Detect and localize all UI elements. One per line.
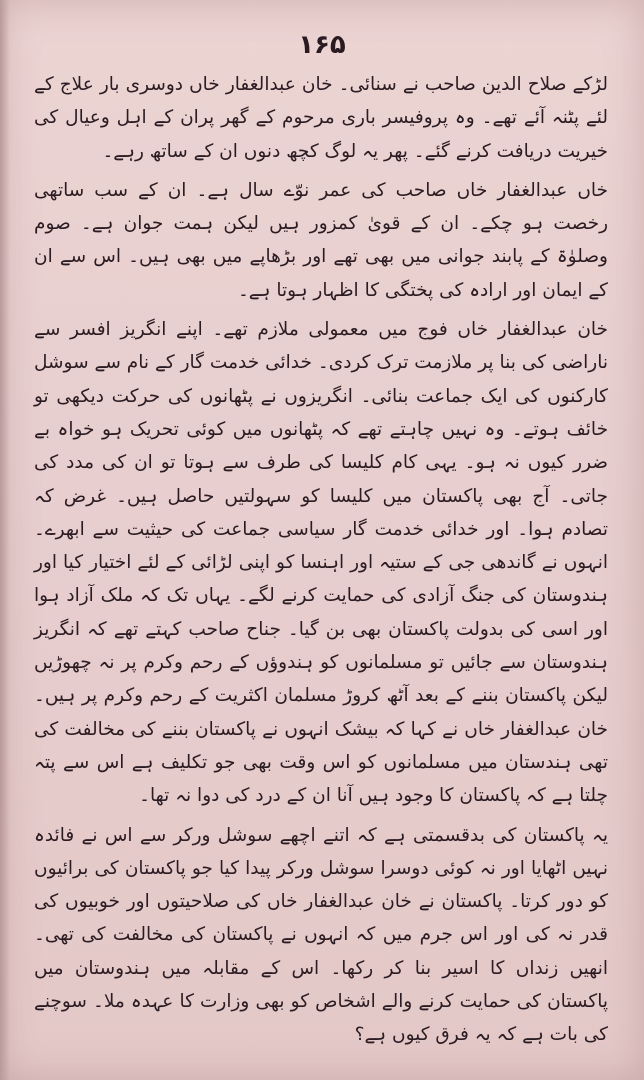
paragraph-salahuddin: لڑکے صلاح الدین صاحب نے سنائی۔ خان عبدالغفار خاں دوسری بار علاج کے لئے پٹنہ آئے تھے۔ وہ پروفیسر باری مرحوم کے گھر پران کے اہل وعیال کی خیریت دریافت کرنے گئے۔ پھر یہ لوگ کچھ دنوں ان کے ساتھ رہے۔	[34, 74, 608, 162]
page-body-text	[34, 68, 608, 1058]
paragraph-khudai-khidmatgar: خان عبدالغفار خاں فوج میں معمولی ملازم تھے۔ اپنے انگریز افسر سے ناراضی کی بنا پر ملازمت ترک کردی۔ خدائی خدمت گار کے نام سے سوشل کارکنوں کی ایک جماعت بنائی۔ انگریزوں نے پٹھانوں کی حرکت دیکھی تو خائف ہوتے۔ وہ نہیں چاہتے تھے کہ پٹھانوں میں کوئی تحریک ہو خواہ بے ضرر کیوں نہ ہو۔ یہی کام کلیسا کی طرف سے ہوتا تو ان کی مدد کی جاتی۔ آج بھی پاکستان میں کلیسا کو سہولتیں حاصل ہیں۔ غرض کہ تصادم ہوا۔ اور خدائی خدمت گار سیاسی جماعت کی حیثیت سے ابھرے۔ انہوں نے گاندھی جی کے ستیہ اور اہنسا کو اپنی لڑائی کے لئے اختیار کیا اور ہندوستان کی جنگ آزادی کی حمایت کرنے لگے۔ یہاں تک کہ ملک آزاد ہوا اور اسی کی بدولت پاکستان بھی بن گیا۔ جناح صاحب کہتے تھے کہ انگریز ہندوستان سے جائیں تو مسلمانوں کو ہندوؤں کے رحم وکرم پر نہ چھوڑیں لیکن پاکستان بننے کے بعد آٹھ کروڑ مسلمان اکثریت کے رحم وکرم پر ہیں۔ خان عبدالغفار خاں نے کہا کہ بیشک انہوں نے پاکستان بننے کی مخالفت کی تھی ہندستان میں مسلمانوں کو اس وقت بھی جو تکلیف ہے اس سے پتہ چلتا ہے کہ پاکستان کا وجود ہیں آنا ان کے درد کی دوا نہ تھا۔	[34, 319, 608, 807]
paragraph-pakistan-misfortune: یہ پاکستان کی بدقسمتی ہے کہ اتنے اچھے سوشل ورکر سے اس نے فائدہ نہیں اٹھایا اور نہ کوئی دوسرا سوشل ورکر پیدا کیا جو پاکستان کی برائیوں کو دور کرتا۔ پاکستان نے خان عبدالغفار خاں کی صلاحیتوں اور خوبیوں کی قدر نہ کی اور اس جرم میں کہ انہوں نے پاکستان کی مخالفت کی تھی۔ انھیں زنداں کا اسیر بنا کر رکھا۔ اس کے مقابلہ میں ہندوستان میں پاکستان کی حمایت کرنے والے اشخاص کو بھی وزارت کا عہدہ ملا۔ سوچنے کی بات ہے کہ یہ فرق کیوں ہے؟	[34, 824, 608, 1046]
paragraph-age-and-faith: خاں عبدالغفار خاں صاحب کی عمر نوّے سال ہے۔ ان کے سب ساتھی رخصت ہو چکے۔ ان کے قویٰ کمزور ہیں لیکن ہمت جوان ہے۔ صوم وصلوٰۃ کے پابند جوانی میں بھی تھے اور بڑھاپے میں بھی ہیں۔ اس سے ان کے ایمان اور ارادہ کی پختگی کا اظہار ہوتا ہے۔	[34, 179, 608, 301]
page-edge-shadow	[0, 0, 10, 1080]
page-number: ۱۶۵	[298, 30, 346, 60]
